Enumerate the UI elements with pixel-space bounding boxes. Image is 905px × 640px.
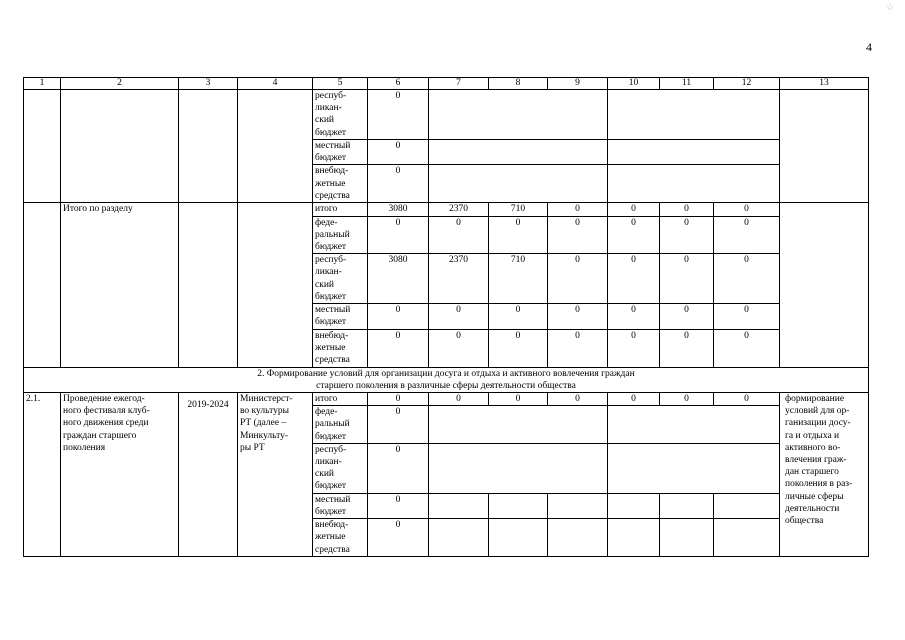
value-cell: 0 — [608, 216, 660, 254]
value-cell: 0 — [368, 519, 429, 557]
value-cell: 0 — [368, 90, 429, 140]
item-executor: Министерст- во культуры РТ (далее – Минкульту- ры РТ — [238, 393, 313, 557]
empty-cell — [429, 493, 489, 518]
empty-cell — [429, 140, 608, 165]
value-cell: 0 — [548, 304, 608, 329]
empty-cell — [429, 165, 608, 203]
value-cell: 0 — [608, 329, 660, 367]
empty-cell — [608, 90, 780, 140]
source-cell: местный бюджет — [313, 493, 368, 518]
empty-cell — [24, 90, 61, 203]
empty-cell — [608, 493, 660, 518]
column-number: 2 — [61, 78, 179, 90]
column-number: 7 — [429, 78, 489, 90]
value-cell: 0 — [368, 216, 429, 254]
value-cell: 0 — [489, 304, 548, 329]
value-cell: 0 — [548, 216, 608, 254]
value-cell: 0 — [548, 329, 608, 367]
value-cell: 0 — [548, 393, 608, 406]
value-cell: 0 — [429, 393, 489, 406]
empty-cell — [608, 519, 660, 557]
page-number: 4 — [866, 40, 872, 54]
empty-cell — [238, 90, 313, 203]
budget-table — [23, 77, 869, 557]
source-cell: итого — [313, 203, 368, 216]
empty-cell — [429, 406, 608, 444]
value-cell: 0 — [429, 216, 489, 254]
value-cell: 0 — [489, 216, 548, 254]
value-cell: 0 — [368, 493, 429, 518]
column-number: 11 — [660, 78, 714, 90]
value-cell: 0 — [489, 393, 548, 406]
source-cell: респуб- ликан- ский бюджет — [313, 254, 368, 304]
column-number: 1 — [24, 78, 61, 90]
section-header-row — [24, 367, 869, 392]
table-row — [24, 90, 869, 140]
item-number: 2.1. — [24, 393, 61, 557]
value-cell: 0 — [660, 203, 714, 216]
column-number: 10 — [608, 78, 660, 90]
source-cell: внебюд- жетные средства — [313, 519, 368, 557]
source-cell: респуб- ликан- ский бюджет — [313, 443, 368, 493]
empty-cell — [429, 519, 489, 557]
section-title: 2. Формирование условий для организации досуга и отдыха и активного вовлечения граждан старшего поколения в различные сферы деятельности общества — [24, 367, 869, 392]
value-cell: 0 — [660, 304, 714, 329]
value-cell: 0 — [368, 329, 429, 367]
value-cell: 0 — [660, 393, 714, 406]
empty-cell — [608, 443, 780, 493]
value-cell: 0 — [714, 203, 780, 216]
column-number: 6 — [368, 78, 429, 90]
empty-cell — [429, 90, 608, 140]
corner-mark: ☆ — [886, 2, 895, 12]
empty-cell — [780, 203, 869, 367]
value-cell: 0 — [714, 329, 780, 367]
value-cell: 0 — [548, 254, 608, 304]
empty-cell — [429, 443, 608, 493]
column-number-row — [24, 78, 869, 90]
value-cell: 2370 — [429, 254, 489, 304]
empty-cell — [660, 493, 714, 518]
value-cell: 0 — [660, 216, 714, 254]
value-cell: 0 — [429, 304, 489, 329]
value-cell: 0 — [608, 203, 660, 216]
value-cell: 0 — [429, 329, 489, 367]
value-cell: 0 — [368, 406, 429, 444]
empty-cell — [548, 493, 608, 518]
empty-cell — [61, 90, 179, 203]
value-cell: 0 — [660, 254, 714, 304]
value-cell: 0 — [368, 443, 429, 493]
column-number: 13 — [780, 78, 869, 90]
value-cell: 710 — [489, 203, 548, 216]
value-cell: 0 — [548, 203, 608, 216]
value-cell: 0 — [368, 165, 429, 203]
column-number: 12 — [714, 78, 780, 90]
value-cell: 0 — [714, 304, 780, 329]
section-total-row — [24, 203, 869, 216]
column-number: 3 — [179, 78, 238, 90]
value-cell: 0 — [368, 393, 429, 406]
empty-cell — [714, 519, 780, 557]
source-cell: местный бюджет — [313, 304, 368, 329]
column-number: 5 — [313, 78, 368, 90]
empty-cell — [608, 406, 780, 444]
empty-cell — [489, 493, 548, 518]
empty-cell — [24, 203, 61, 367]
empty-cell — [179, 90, 238, 203]
item-period: 2019-2024 — [179, 393, 238, 557]
empty-cell — [238, 203, 313, 367]
source-cell: феде- ральный бюджет — [313, 216, 368, 254]
item-row — [24, 393, 869, 406]
source-cell: итого — [313, 393, 368, 406]
empty-cell — [179, 203, 238, 367]
empty-cell — [489, 519, 548, 557]
source-cell: местный бюджет — [313, 140, 368, 165]
source-cell: внебюд- жетные средства — [313, 329, 368, 367]
value-cell: 0 — [608, 254, 660, 304]
value-cell: 0 — [714, 393, 780, 406]
column-number: 4 — [238, 78, 313, 90]
value-cell: 3080 — [368, 254, 429, 304]
empty-cell — [660, 519, 714, 557]
value-cell: 0 — [368, 304, 429, 329]
source-cell: респуб- ликан- ский бюджет — [313, 90, 368, 140]
section-total-label: Итого по разделу — [61, 203, 179, 367]
value-cell: 0 — [714, 216, 780, 254]
column-number: 9 — [548, 78, 608, 90]
value-cell: 0 — [660, 329, 714, 367]
value-cell: 0 — [368, 140, 429, 165]
value-cell: 0 — [714, 254, 780, 304]
source-cell: внебюд- жетные средства — [313, 165, 368, 203]
value-cell: 3080 — [368, 203, 429, 216]
value-cell: 0 — [489, 329, 548, 367]
item-name: Проведение ежегод- ного фестиваля клуб- ного движения среди граждан старшего поколения — [61, 393, 179, 557]
empty-cell — [714, 493, 780, 518]
empty-cell — [548, 519, 608, 557]
value-cell: 0 — [608, 393, 660, 406]
empty-cell — [608, 165, 780, 203]
column-number: 8 — [489, 78, 548, 90]
value-cell: 0 — [608, 304, 660, 329]
value-cell: 710 — [489, 254, 548, 304]
empty-cell — [608, 140, 780, 165]
item-goal: формирование условий для ор- ганизации досу- га и отдыха и активного во- влечения граж- дан старшего поколения в раз- личные сферы деятельности общества — [780, 393, 869, 557]
value-cell: 2370 — [429, 203, 489, 216]
empty-cell — [780, 90, 869, 203]
source-cell: феде- ральный бюджет — [313, 406, 368, 444]
